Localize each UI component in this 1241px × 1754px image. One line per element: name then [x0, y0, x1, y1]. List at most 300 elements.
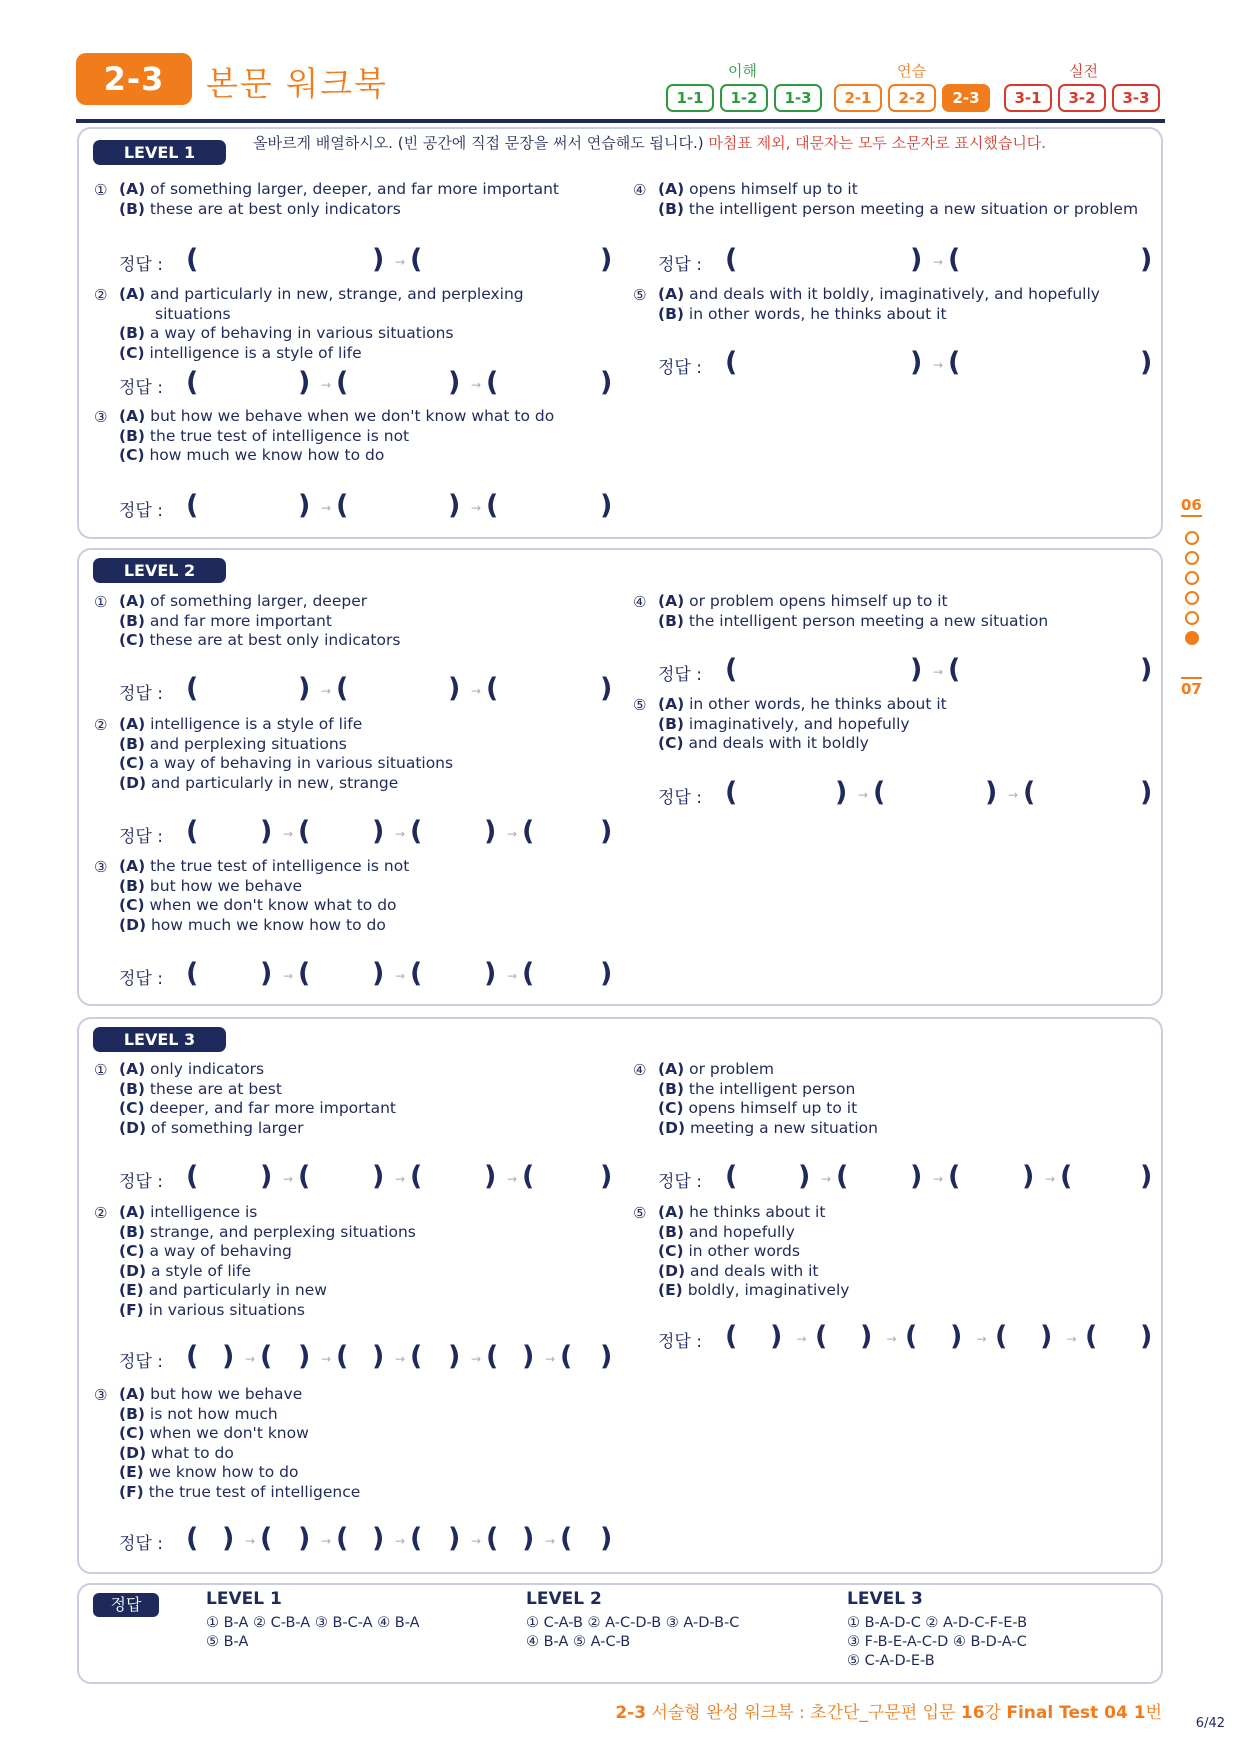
chunk-line: [119, 427, 554, 447]
chunk-text: of something larger, deeper: [150, 592, 368, 610]
answer-blank-close: ): [448, 1523, 461, 1554]
chunk-text: these are at best: [149, 1079, 282, 1098]
answer-blank-open[interactable]: (: [486, 1523, 499, 1554]
arrow-icon: →: [395, 1534, 406, 1548]
side-nav-dot[interactable]: [1185, 611, 1199, 625]
answer-key-badge: 정답: [93, 1593, 159, 1617]
question-number: ④: [633, 593, 647, 611]
chunk-tag: (D): [119, 915, 147, 934]
answer-blank-open[interactable]: (: [486, 1341, 499, 1372]
question-item: [633, 180, 1139, 219]
question-number: ①: [94, 181, 108, 199]
chunk-tag: (B): [658, 304, 684, 323]
answer-blank-close: ): [260, 816, 273, 847]
chunk-text: but how we behave: [149, 876, 303, 895]
chunk-tag: (D): [119, 1261, 147, 1280]
chunk-line: [658, 1262, 849, 1282]
chunk-line: [658, 285, 1100, 305]
arrow-icon: →: [395, 255, 406, 269]
answer-blank-open[interactable]: (: [522, 1161, 535, 1192]
answer-blank-close: ): [770, 1321, 783, 1352]
answer-blank-open[interactable]: (: [410, 958, 423, 989]
answer-blank-open[interactable]: (: [336, 490, 349, 521]
chunk-tag: (A): [119, 715, 146, 733]
answer-blank-close: ): [1140, 654, 1153, 685]
answer-blank-open[interactable]: (: [725, 1161, 738, 1192]
chunk-line: [119, 735, 453, 755]
answer-label: 정답 :: [658, 1172, 702, 1192]
answer-row: [119, 818, 679, 852]
chunk-line: [119, 592, 400, 612]
answer-blank-open[interactable]: (: [410, 1523, 423, 1554]
answer-row: [658, 1163, 1218, 1197]
page-number: 6/42: [1195, 1716, 1225, 1731]
answer-blank-close: ): [950, 1321, 963, 1352]
answer-blank-close: ): [1022, 1161, 1035, 1192]
answer-label: 정답 :: [658, 358, 702, 378]
chunk-line: [119, 1203, 416, 1223]
arrow-icon: →: [933, 665, 944, 679]
answer-blank-close: ): [372, 1341, 385, 1372]
chunk-text: and particularly in new: [148, 1281, 327, 1299]
answer-blank-open[interactable]: (: [725, 777, 738, 808]
answer-label: 정답 :: [658, 1332, 702, 1352]
arrow-icon: →: [1008, 788, 1019, 802]
chunk-line: [119, 1444, 360, 1464]
side-nav-dot[interactable]: [1185, 551, 1199, 565]
side-nav-dot[interactable]: [1185, 571, 1199, 585]
chunk-text: in other words, he thinks about it: [689, 695, 947, 713]
answer-blank-close: ): [484, 1161, 497, 1192]
answer-blank-open[interactable]: (: [486, 490, 499, 521]
arrow-icon: →: [507, 827, 518, 841]
answer-blank-close: ): [600, 490, 613, 521]
chunk-text: opens himself up to it: [689, 180, 858, 198]
chunk-text: situations: [155, 304, 231, 323]
chunk-text: but how we behave: [150, 1385, 303, 1403]
chunk-tag: (B): [119, 876, 145, 895]
chunk-line: [119, 916, 409, 936]
answer-blank-open[interactable]: (: [560, 1523, 573, 1554]
chunk-line: [658, 1242, 849, 1262]
answer-blank-open[interactable]: (: [410, 244, 423, 275]
answer-label: 정답 :: [119, 1172, 163, 1192]
chunk-tag: (A): [119, 1060, 146, 1078]
chunk-text: meeting a new situation: [689, 1118, 878, 1137]
answer-blank-close: ): [835, 777, 848, 808]
arrow-icon: →: [1045, 1172, 1056, 1186]
answer-blank-open[interactable]: (: [522, 958, 535, 989]
answer-blank-close: ): [1140, 1161, 1153, 1192]
nav-chip-1-3[interactable]: 1-3: [774, 84, 822, 112]
answer-blank-open[interactable]: (: [1060, 1161, 1073, 1192]
nav-chip-2-2[interactable]: 2-2: [888, 84, 936, 112]
question-number: ①: [94, 593, 108, 611]
answer-row: [658, 246, 1218, 280]
chunk-text: the intelligent person: [688, 1079, 856, 1098]
answer-blank-open[interactable]: (: [522, 816, 535, 847]
answer-row: [658, 1323, 1218, 1357]
answer-blank-open[interactable]: (: [298, 1161, 311, 1192]
chunk-tag: (C): [119, 754, 145, 772]
side-nav-next[interactable]: 07: [1181, 677, 1202, 698]
answer-blank-close: ): [600, 1341, 613, 1372]
answer-row: [658, 349, 1218, 383]
arrow-icon: →: [471, 378, 482, 392]
question-number: ⑤: [633, 1204, 647, 1222]
answer-row: [119, 1525, 679, 1559]
chunk-line: [119, 1099, 396, 1119]
answer-blank-open[interactable]: (: [186, 244, 199, 275]
chunk-text: or problem: [689, 1060, 775, 1078]
chunk-tag: (D): [119, 1443, 147, 1462]
arrow-icon: →: [858, 788, 869, 802]
answer-key-level-3-title: LEVEL 3: [847, 1589, 923, 1609]
answer-blank-open[interactable]: (: [725, 1321, 738, 1352]
answer-blank-open[interactable]: (: [725, 654, 738, 685]
answer-blank-open[interactable]: (: [995, 1321, 1008, 1352]
chunk-line: [119, 1119, 396, 1139]
footer-lesson-number: 16: [960, 1703, 985, 1723]
answer-blank-open[interactable]: (: [410, 816, 423, 847]
answer-blank-open[interactable]: (: [410, 1161, 423, 1192]
chunk-line: [119, 857, 409, 877]
chunk-line: [119, 1463, 360, 1483]
answer-key-level-2-title: LEVEL 2: [526, 1589, 602, 1609]
footer-text-3: 번: [1145, 1703, 1162, 1723]
chunk-text: how much we know how to do: [149, 446, 385, 464]
chunk-text: what to do: [150, 1443, 234, 1462]
header-divider: [76, 119, 1165, 123]
chunk-line: [119, 180, 559, 200]
arrow-icon: →: [933, 358, 944, 372]
chunk-text: boldly, imaginatively: [687, 1281, 850, 1299]
answer-row: [658, 656, 1218, 690]
footer-prefix: 2-3: [615, 1703, 647, 1723]
chunk-text: of something larger, deeper, and far more important: [150, 180, 559, 198]
answer-blank-close: ): [298, 490, 311, 521]
chunk-line: [658, 715, 947, 735]
chunk-text: a way of behaving: [149, 1242, 292, 1260]
answer-blank-open[interactable]: (: [486, 367, 499, 398]
answer-blank-close: ): [910, 1161, 923, 1192]
chunk-tag: (B): [119, 324, 145, 342]
chunk-tag: (A): [658, 1060, 685, 1078]
arrow-icon: →: [507, 969, 518, 983]
chunk-tag: (A): [119, 1385, 146, 1403]
arrow-icon: →: [471, 684, 482, 698]
arrow-icon: →: [821, 1172, 832, 1186]
group-label-test: 실전: [1069, 62, 1098, 80]
answer-blank-open[interactable]: (: [336, 673, 349, 704]
answer-row: [119, 960, 679, 994]
chunk-line: [658, 1203, 849, 1223]
chunk-tag: (C): [119, 1099, 145, 1117]
answer-blank-close: ): [448, 490, 461, 521]
chunk-text: these are at best only indicators: [149, 199, 401, 218]
chunk-text: a style of life: [150, 1261, 251, 1280]
chunk-line: [119, 896, 409, 916]
level-1-badge: LEVEL 1: [93, 140, 226, 165]
chunk-text: and particularly in new, strange, and perplexing: [150, 285, 524, 303]
question-item: [633, 695, 947, 754]
arrow-icon: →: [886, 1332, 897, 1346]
question-number: ②: [94, 1204, 108, 1222]
chunk-line: [658, 200, 1138, 220]
nav-chip-1-2[interactable]: 1-2: [720, 84, 768, 112]
answer-blank-open[interactable]: (: [260, 1341, 273, 1372]
question-number: ④: [633, 181, 647, 199]
chunk-text: or problem opens himself up to it: [689, 592, 948, 610]
chunk-tag: (D): [658, 1118, 686, 1137]
question-number: ②: [94, 286, 108, 304]
chunk-line: [658, 734, 947, 754]
answer-blank-close: ): [372, 244, 385, 275]
answer-blank-open[interactable]: (: [336, 1523, 349, 1554]
chunk-text: and deals with it: [689, 1261, 819, 1280]
answer-blank-open[interactable]: (: [186, 1341, 199, 1372]
arrow-icon: →: [395, 1352, 406, 1366]
arrow-icon: →: [395, 1172, 406, 1186]
question-item: [94, 407, 555, 466]
chunk-tag: (C): [658, 1242, 684, 1260]
chunk-text: how much we know how to do: [150, 915, 386, 934]
question-item: [94, 1203, 416, 1320]
chunk-tag: (D): [658, 1261, 686, 1280]
chunk-line: [119, 774, 453, 794]
chunk-text: intelligence is a style of life: [149, 343, 362, 362]
answer-row: [119, 675, 679, 709]
answer-blank-open[interactable]: (: [186, 1523, 199, 1554]
answer-blank-close: ): [222, 1523, 235, 1554]
arrow-icon: →: [283, 969, 294, 983]
level-2-badge: LEVEL 2: [93, 558, 226, 583]
footer-text-2: 강: [984, 1703, 1007, 1723]
answer-blank-open[interactable]: (: [186, 673, 199, 704]
footer-text-1: 서술형 완성 워크북 : 초간단_구문편 입문: [646, 1703, 961, 1723]
answer-key-level-1-line: ① B-A ② C-B-A ③ B-C-A ④ B-A: [206, 1615, 420, 1631]
chunk-line: [119, 1080, 396, 1100]
chunk-tag: (C): [119, 1424, 145, 1442]
chunk-line: [119, 1424, 360, 1444]
answer-blank-close: ): [985, 777, 998, 808]
chunk-tag: (D): [119, 773, 147, 792]
chunk-line: [658, 1060, 878, 1080]
nav-chip-3-1[interactable]: 3-1: [1004, 84, 1052, 112]
arrow-icon: →: [545, 1534, 556, 1548]
chunk-line: [119, 1242, 416, 1262]
answer-label: 정답 :: [658, 255, 702, 275]
chunk-text: in various situations: [148, 1300, 305, 1319]
chunk-tag: (B): [119, 1079, 145, 1098]
answer-blank-close: ): [298, 367, 311, 398]
side-nav-dot-active[interactable]: [1185, 631, 1199, 645]
answer-blank-open[interactable]: (: [1023, 777, 1036, 808]
arrow-icon: →: [245, 1352, 256, 1366]
answer-blank-open[interactable]: (: [873, 777, 886, 808]
arrow-icon: →: [933, 1172, 944, 1186]
chunk-text: in other words: [688, 1242, 800, 1260]
answer-blank-open[interactable]: (: [186, 816, 199, 847]
answer-label: 정답 :: [119, 501, 163, 521]
answer-blank-open[interactable]: (: [186, 367, 199, 398]
answer-blank-open[interactable]: (: [560, 1341, 573, 1372]
answer-blank-close: ): [484, 958, 497, 989]
answer-label: 정답 :: [119, 255, 163, 275]
nav-chip-2-1[interactable]: 2-1: [834, 84, 882, 112]
chunk-line: [658, 592, 1048, 612]
chunk-tag: (C): [658, 734, 684, 752]
answer-blank-open[interactable]: (: [815, 1321, 828, 1352]
answer-blank-close: ): [600, 1161, 613, 1192]
question-item: [94, 1385, 361, 1502]
chunk-text: intelligence is: [150, 1203, 258, 1221]
chunk-text: and hopefully: [688, 1222, 795, 1241]
chunk-text: these are at best only indicators: [149, 631, 401, 649]
chunk-line: [119, 200, 559, 220]
answer-blank-close: ): [600, 958, 613, 989]
answer-blank-open[interactable]: (: [486, 673, 499, 704]
chunk-line: [119, 1223, 416, 1243]
instructions-main: 올바르게 배열하시오. (빈 공간에 직접 문장을 써서 연습해도 됩니다.): [253, 134, 704, 152]
answer-key-level-3-line: ③ F-B-E-A-C-D ④ B-D-A-C: [847, 1634, 1027, 1650]
chunk-text: only indicators: [150, 1060, 265, 1078]
question-number: ⑤: [633, 696, 647, 714]
group-label-practice: 연습: [897, 62, 926, 80]
chunk-line: [119, 1262, 416, 1282]
chunk-tag: (A): [119, 285, 146, 303]
question-item: [633, 1060, 878, 1138]
arrow-icon: →: [796, 1332, 807, 1346]
answer-blank-close: ): [600, 1523, 613, 1554]
chunk-tag: (F): [119, 1482, 144, 1501]
answer-blank-open[interactable]: (: [948, 244, 961, 275]
chunk-tag: (E): [658, 1281, 683, 1299]
answer-key-level-3-line: ⑤ C-A-D-E-B: [847, 1653, 935, 1669]
chunk-tag: (B): [119, 734, 145, 753]
arrow-icon: →: [283, 1172, 294, 1186]
answer-blank-open[interactable]: (: [186, 958, 199, 989]
arrow-icon: →: [471, 1352, 482, 1366]
question-item: [633, 1203, 850, 1301]
answer-blank-close: ): [298, 1523, 311, 1554]
chunk-text: strange, and perplexing situations: [149, 1222, 416, 1241]
side-nav-dot[interactable]: [1185, 591, 1199, 605]
answer-blank-close: ): [600, 367, 613, 398]
chunk-line: [119, 1281, 416, 1301]
answer-blank-close: ): [860, 1321, 873, 1352]
answer-key-level-1-line: ⑤ B-A: [206, 1634, 249, 1650]
chunk-line: [119, 754, 453, 774]
chunk-tag: (B): [658, 611, 684, 630]
chunk-tag: (B): [658, 1079, 684, 1098]
answer-blank-close: ): [600, 816, 613, 847]
arrow-icon: →: [283, 827, 294, 841]
answer-blank-open[interactable]: (: [948, 347, 961, 378]
answer-blank-open[interactable]: (: [186, 1161, 199, 1192]
chunk-text: and far more important: [149, 611, 332, 630]
nav-chip-1-1[interactable]: 1-1: [666, 84, 714, 112]
answer-blank-close: ): [448, 1341, 461, 1372]
answer-blank-close: ): [522, 1523, 535, 1554]
answer-blank-close: ): [372, 958, 385, 989]
question-item: [94, 1060, 396, 1138]
answer-blank-close: ): [298, 673, 311, 704]
answer-blank-close: ): [910, 347, 923, 378]
answer-blank-close: ): [600, 244, 613, 275]
answer-blank-open[interactable]: (: [336, 1341, 349, 1372]
chunk-tag: (A): [119, 1203, 146, 1221]
answer-blank-open[interactable]: (: [725, 347, 738, 378]
answer-row: [119, 1163, 679, 1197]
chunk-tag: (A): [119, 180, 146, 198]
answer-blank-close: ): [910, 244, 923, 275]
side-nav-dot[interactable]: [1185, 531, 1199, 545]
answer-blank-open[interactable]: (: [260, 1523, 273, 1554]
chunk-text: a way of behaving in various situations: [149, 754, 454, 772]
nav-chip-3-2[interactable]: 3-2: [1058, 84, 1106, 112]
chunk-text: a way of behaving in various situations: [149, 324, 454, 342]
answer-blank-open[interactable]: (: [905, 1321, 918, 1352]
answer-key-level-1-title: LEVEL 1: [206, 1589, 282, 1609]
chunk-text: imaginatively, and hopefully: [688, 714, 910, 733]
answer-blank-close: ): [298, 1341, 311, 1372]
chunk-tag: (E): [119, 1463, 144, 1481]
answer-blank-close: ): [372, 816, 385, 847]
chunk-tag: (C): [658, 1099, 684, 1117]
answer-label: 정답 :: [658, 665, 702, 685]
question-item: [633, 592, 1049, 631]
chunk-line: [119, 305, 524, 325]
arrow-icon: →: [321, 501, 332, 515]
chunk-line: [658, 1223, 849, 1243]
chunk-text: intelligence is a style of life: [150, 715, 363, 733]
answer-blank-close: ): [798, 1161, 811, 1192]
chunk-text: when we don't know: [149, 1424, 309, 1442]
question-item: [633, 285, 1100, 324]
side-nav-prev[interactable]: 06: [1181, 496, 1202, 517]
chunk-line: [658, 1119, 878, 1139]
arrow-icon: →: [321, 378, 332, 392]
question-number: ②: [94, 716, 108, 734]
answer-blank-open[interactable]: (: [410, 1341, 423, 1372]
chunk-line: [119, 1385, 360, 1405]
answer-label: 정답 :: [119, 827, 163, 847]
answer-row: [119, 1343, 679, 1377]
chunk-line: [119, 285, 524, 305]
chunk-line: [658, 612, 1048, 632]
answer-blank-close: ): [372, 1523, 385, 1554]
nav-chip-2-3-active[interactable]: 2-3: [942, 84, 990, 112]
chunk-text: of something larger: [150, 1118, 304, 1137]
nav-chip-3-3[interactable]: 3-3: [1112, 84, 1160, 112]
instructions-note: 마침표 제외, 대문자는 모두 소문자로 표시했습니다.: [703, 134, 1047, 152]
answer-blank-open[interactable]: (: [948, 654, 961, 685]
answer-blank-open[interactable]: (: [948, 1161, 961, 1192]
answer-blank-open[interactable]: (: [298, 958, 311, 989]
answer-blank-open[interactable]: (: [725, 244, 738, 275]
chunk-line: [119, 1405, 360, 1425]
chunk-text: the true test of intelligence: [148, 1482, 361, 1501]
chunk-line: [119, 344, 524, 364]
answer-blank-open[interactable]: (: [336, 367, 349, 398]
chunk-line: [658, 305, 1100, 325]
answer-blank-open[interactable]: (: [1085, 1321, 1098, 1352]
answer-blank-open[interactable]: (: [186, 490, 199, 521]
answer-blank-open[interactable]: (: [298, 816, 311, 847]
chunk-tag: (C): [119, 896, 145, 914]
answer-blank-open[interactable]: (: [836, 1161, 849, 1192]
